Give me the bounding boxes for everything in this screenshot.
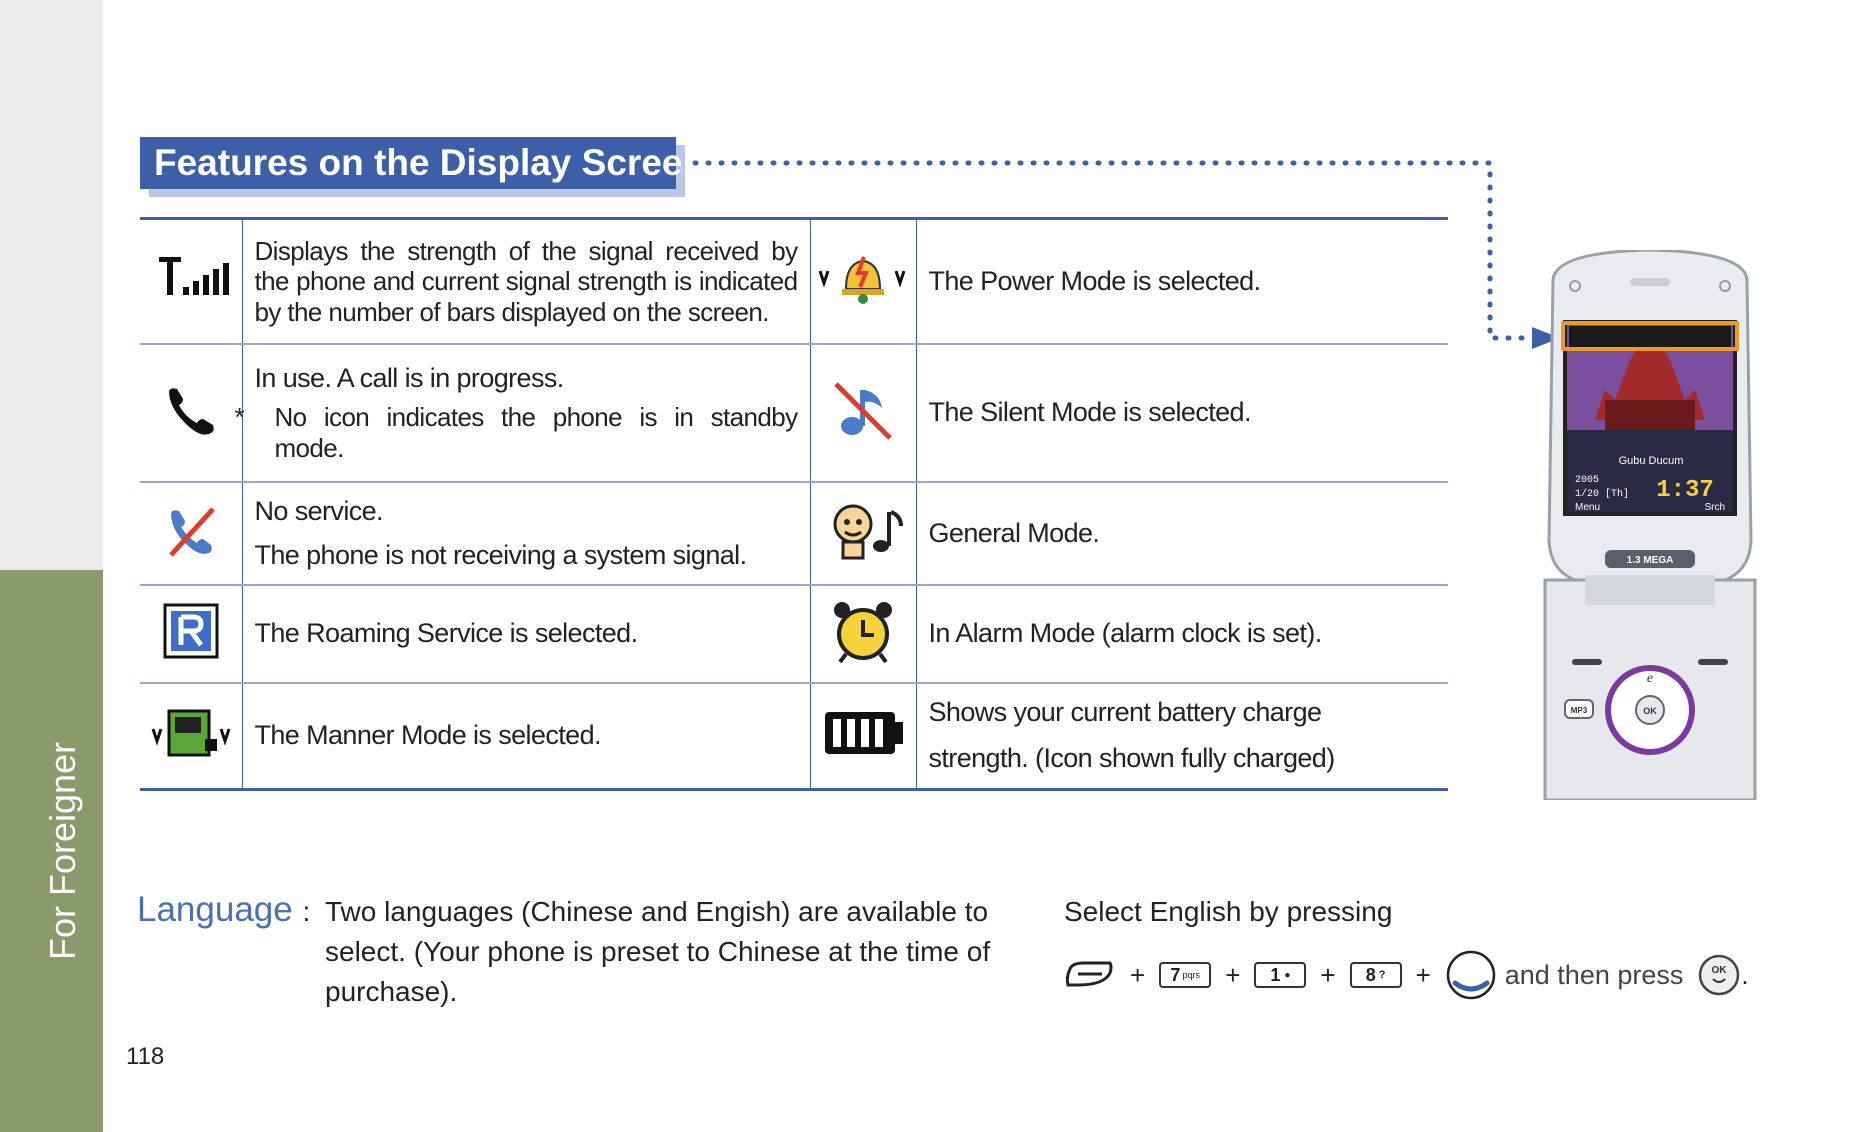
plus-sign: + (1225, 959, 1241, 990)
general-mode-description: General Mode. (916, 482, 1448, 586)
phone-ok-key: OK (1643, 706, 1657, 716)
alarm-clock-icon (828, 598, 898, 664)
manner-mode-description: The Manner Mode is selected. (242, 683, 810, 790)
phone-screen-search: Srch (1704, 502, 1725, 513)
table-row (140, 219, 1448, 345)
navigation-key-down-icon (1445, 949, 1497, 1001)
key-sequence (1064, 952, 1749, 998)
signal-strength-icon (149, 253, 233, 305)
roaming-description: The Roaming Service is selected. (242, 585, 810, 682)
voicemail-icon: ● (1284, 969, 1291, 981)
key-8: 8 ? (1350, 962, 1402, 988)
then-press-text: and then press (1504, 959, 1684, 990)
section-title: Features on the Display Screen (140, 137, 676, 189)
alarm-mode-description: In Alarm Mode (alarm clock is set). (916, 585, 1448, 682)
no-service-icon (161, 501, 221, 561)
silent-mode-icon (828, 378, 898, 444)
phone-screen-time: 1:37 (1656, 477, 1714, 504)
roaming-icon (161, 601, 221, 661)
power-mode-bell-icon (816, 249, 910, 309)
phone-browser-key: e (1646, 671, 1654, 686)
battery-description-line-2: strength. (Icon shown fully charged) (928, 742, 1335, 773)
signal-description: Displays the strength of the signal received by the phone and current signal strength is indicated by the number of bars displayed on the screen. (242, 219, 810, 345)
svg-text:OK: OK (1711, 965, 1727, 976)
phone-mp3-key: MP3 (1570, 706, 1588, 715)
battery-description-line-1: Shows your current battery charge (928, 696, 1322, 727)
phone-illustration (1535, 250, 1765, 800)
left-soft-key-icon (1064, 961, 1116, 989)
plus-sign: + (1415, 959, 1431, 990)
page-number: 118 (126, 1043, 165, 1070)
table-row (140, 585, 1448, 682)
general-mode-icon (823, 498, 903, 564)
standby-note: No icon indicates the phone is in standby mode. (274, 402, 798, 464)
call-handset-icon (161, 381, 221, 441)
manner-mode-icon (149, 705, 233, 761)
ok-key-icon (1697, 953, 1741, 997)
plus-sign: + (1320, 959, 1336, 990)
language-label: Language (137, 890, 293, 929)
power-mode-description: The Power Mode is selected. (916, 219, 1448, 345)
select-english-instruction: Select English by pressing (1064, 896, 1393, 927)
plus-sign: + (1130, 959, 1146, 990)
silent-mode-description: The Silent Mode is selected. (916, 344, 1448, 481)
key-7: 7 pqrs (1159, 962, 1211, 988)
table-row (140, 344, 1448, 481)
call-status-text: In use. A call is in progress. (254, 362, 564, 393)
phone-screen-place: Gubu Ducum (1618, 455, 1684, 467)
display-features-table (140, 217, 1448, 791)
key-1: 1 ● (1254, 962, 1306, 988)
phone-screen-menu: Menu (1575, 502, 1601, 513)
sidebar-label: For Foreigner (42, 741, 83, 960)
phone-screen-date: 1/20 [Th] (1575, 489, 1630, 500)
language-colon: : (302, 896, 311, 927)
note-mark: * (234, 402, 245, 433)
no-service-description: The phone is not receiving a system signal. (254, 539, 747, 570)
phone-badge: 1.3 MEGA (1626, 555, 1674, 566)
table-row (140, 482, 1448, 586)
table-row (140, 683, 1448, 790)
language-description: Two languages (Chinese and Engish) are available to select. (Your phone is preset to Chinese at the time of purchase). (325, 896, 991, 1007)
battery-icon (821, 708, 905, 758)
phone-screen-year: 2005 (1575, 475, 1600, 486)
sentence-period: . (1741, 959, 1749, 990)
no-service-title: No service. (254, 495, 383, 526)
